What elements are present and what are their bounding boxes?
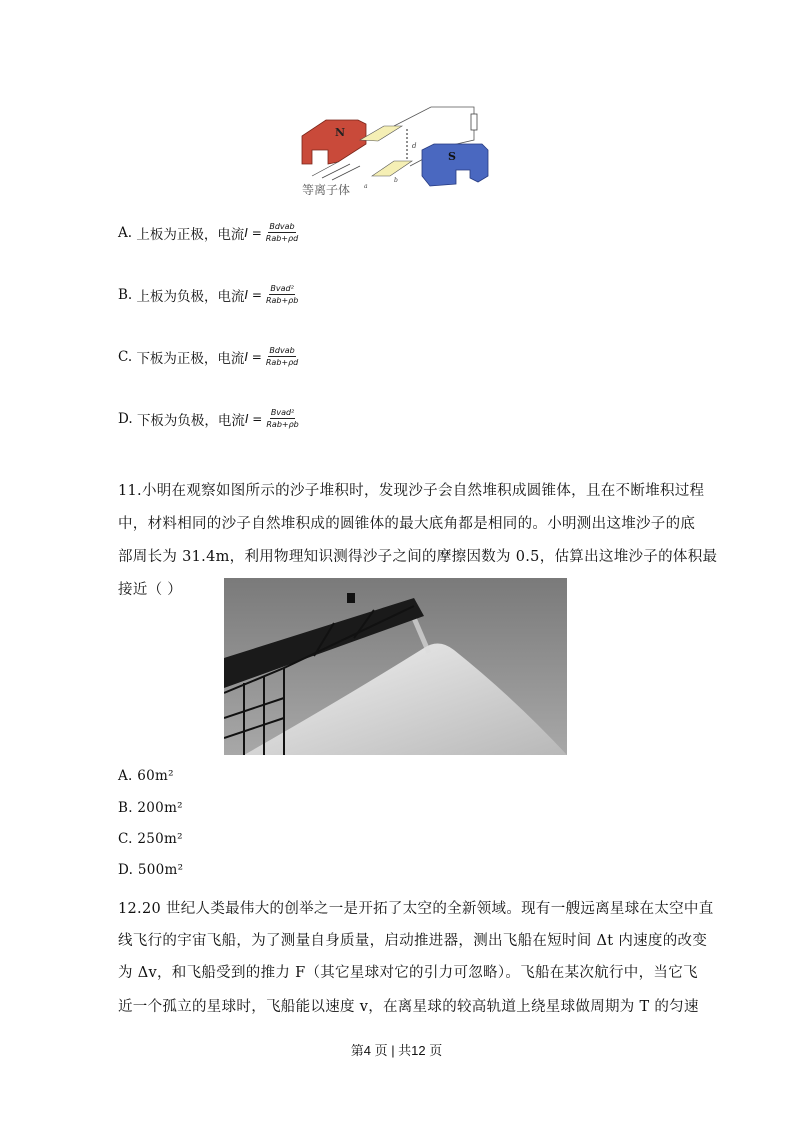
q11-line: 中，材料相同的沙子自然堆积成的圆锥体的最大底角都是相同的。小明测出这堆沙子的底 bbox=[118, 516, 696, 532]
option-letter: A. bbox=[118, 224, 133, 241]
option-a bbox=[118, 222, 298, 243]
q12-line: 近一个孤立的星球时，飞船能以速度 v，在离星球的较高轨道上绕星球做周期为 T 的匀速 bbox=[118, 999, 699, 1015]
formula-fraction: $\frac{\text{Bvad²}}{\text{Rab+ρb}}$ bbox=[265, 284, 299, 305]
q12-line: 线飞行的宇宙飞船，为了测量自身质量，启动推进器，测出飞船在短时间 Δt 内速度的改变 bbox=[118, 933, 708, 949]
magnet-n-label: N bbox=[335, 126, 346, 139]
option-letter: C. bbox=[118, 348, 133, 365]
plate-a-label: a bbox=[364, 183, 368, 190]
option-letter: D. bbox=[118, 410, 133, 427]
magnet-s-label: S bbox=[448, 150, 456, 163]
gap-d-label: d bbox=[412, 142, 417, 150]
formula-fraction: $\frac{\text{Bvad²}}{\text{Rab+ρb}}$ bbox=[266, 408, 299, 429]
formula-lhs: I = bbox=[244, 225, 262, 240]
q11-line: 接近（ ） bbox=[118, 582, 183, 598]
option-text: 下板为负极，电流 bbox=[136, 412, 245, 429]
q11-option-b: B. 200m² bbox=[118, 800, 183, 816]
option-text: 上板为正极，电流 bbox=[136, 226, 245, 243]
option-text: 下板为正极，电流 bbox=[136, 350, 245, 367]
option-b bbox=[118, 284, 298, 305]
option-text: 上板为负极，电流 bbox=[136, 288, 245, 305]
q12-line: 为 Δv，和飞船受到的推力 F（其它星球对它的引力可忽略）。飞船在某次航行中，当它飞 bbox=[118, 965, 698, 981]
plasma-generator-diagram bbox=[298, 104, 494, 198]
q11-line: 11.小明在观察如图所示的沙子堆积时，发现沙子会自然堆积成圆锥体，且在不断堆积过程 bbox=[118, 483, 705, 499]
q11-option-a: A. 60m² bbox=[118, 768, 174, 784]
option-letter: B. bbox=[118, 286, 133, 303]
q11-option-c: C. 250m² bbox=[118, 831, 183, 847]
q11-option-d: D. 500m² bbox=[118, 862, 184, 878]
plasma-caption: 等离子体 bbox=[302, 183, 351, 197]
option-d bbox=[118, 408, 299, 429]
formula-lhs: I = bbox=[244, 411, 263, 426]
formula-lhs: I = bbox=[244, 349, 262, 364]
formula-lhs: I = bbox=[244, 287, 262, 302]
page-footer: 第4 页 | 共12 页 bbox=[350, 1043, 443, 1058]
option-c bbox=[118, 346, 298, 367]
q12-line: 12.20 世纪人类最伟大的创举之一是开拓了太空的全新领域。现有一艘远离星球在太空中直 bbox=[118, 901, 714, 917]
q11-line: 部周长为 31.4m，利用物理知识测得沙子之间的摩擦因数为 0.5，估算出这堆沙子的体积最 bbox=[118, 549, 718, 565]
sand-pile-photo bbox=[224, 578, 567, 755]
plate-b-label: b bbox=[394, 177, 398, 184]
formula-fraction: $\frac{\text{Bdvab}}{\text{Rab+ρd}}$ bbox=[265, 222, 299, 243]
formula-fraction: $\frac{\text{Bdvab}}{\text{Rab+ρd}}$ bbox=[265, 346, 299, 367]
